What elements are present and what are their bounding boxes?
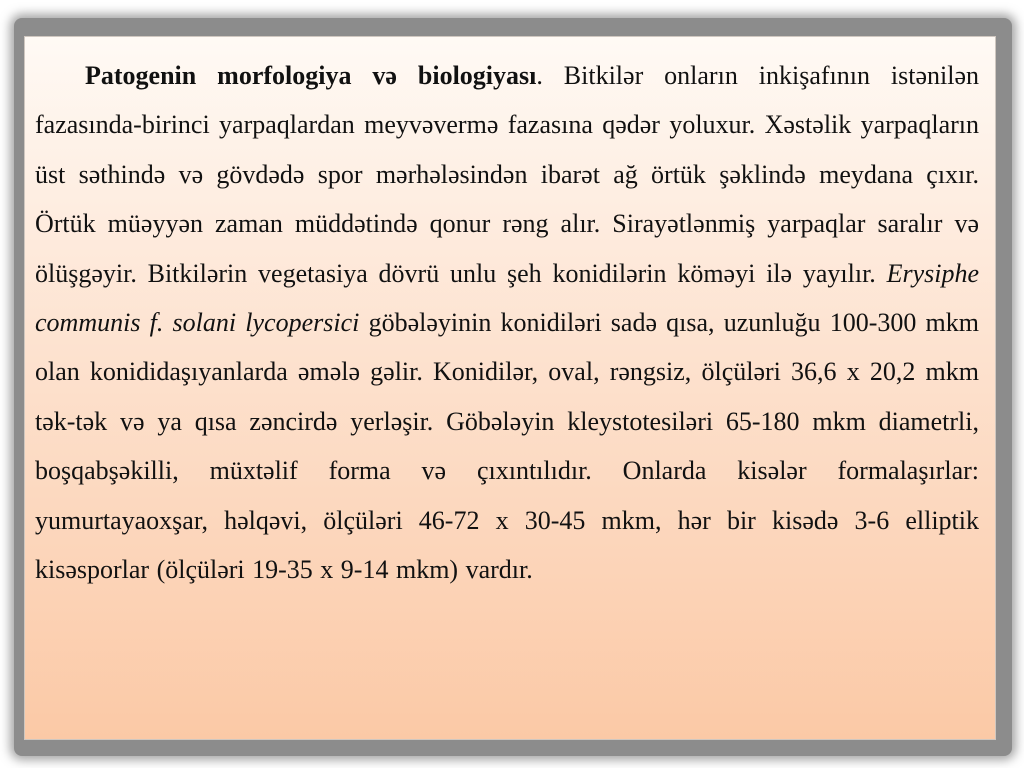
body-paragraph — [35, 51, 979, 594]
heading-period: . — [536, 61, 543, 90]
text-panel — [24, 36, 996, 740]
paragraph-heading: Patogenin morfologiya və biologiyası — [85, 61, 537, 90]
paragraph-text-part-1: Bitkilər onların inkişafının istənilən fazasında-birinci yarpaqlardan meyvəvermə fazasına qədər yoluxur. Xəstəlik yarpaqların üst səthində və gövdədə spor mərhələsindən ibarət ağ örtük şəklində meydana çıxır. Örtük müəyyən zaman müddətində qonur rəng alır. Sirayətlənmiş yarpaqlar saralır və ölüşgəyir. Bitkilərin vegetasiya dövrü unlu şeh konidilərin köməyi ilə yayılır. — [35, 61, 979, 288]
paragraph-text-part-2: göbələyinin konidiləri sadə qısa, uzunluğu 100-300 mkm olan konididaşıyanlarda əmələ gəlir. Konidilər, oval, rəngsiz, ölçüləri 36,6 x 20,2 mkm tək-tək və ya qısa zəncirdə yerləşir. Göbələyin kleystotesiləri 65-180 mkm diametrli, boşqabşəkilli, müxtəlif forma və çıxıntılıdır. Onlarda kisələr formalaşırlar: yumurtayaoxşar, həlqəvi, ölçüləri 46-72 x 30-45 mkm, hər bir kisədə 3-6 elliptik kisəsporlar (ölçüləri 19-35 x 9-14 mkm) vardır. — [35, 308, 980, 585]
species-name: Erysiphe communis f. solani lycopersici — [35, 258, 979, 338]
